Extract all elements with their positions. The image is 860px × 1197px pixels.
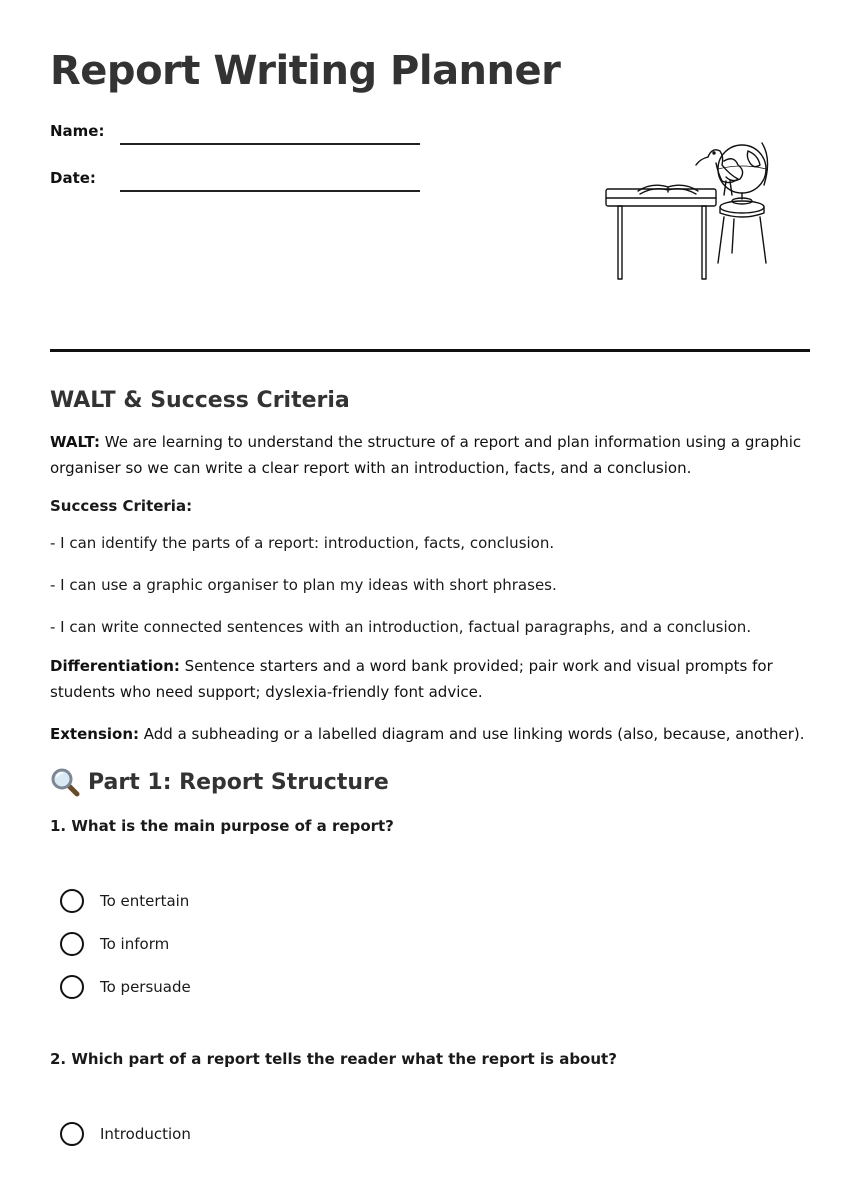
radio-button[interactable] (60, 975, 84, 999)
name-label: Name: (50, 122, 105, 140)
walt-paragraph (50, 429, 810, 481)
radio-button[interactable] (60, 932, 84, 956)
worksheet-content (50, 388, 810, 1197)
desk-globe-illustration (600, 135, 775, 285)
option-label: To inform (100, 934, 170, 953)
part1-heading-text: Part 1: Report Structure (88, 769, 389, 795)
question-1: 1. What is the main purpose of a report? (50, 817, 394, 835)
criteria-item-2: - I can use a graphic organiser to plan my ideas with short phrases. (50, 576, 557, 594)
question-1-options (60, 879, 810, 1008)
name-field[interactable] (120, 143, 420, 145)
option-label: To entertain (100, 891, 190, 910)
success-criteria-label: Success Criteria: (50, 497, 193, 515)
differentiation-text: Sentence starters and a word bank provided; pair work and visual prompts for students who need support; dyslexia-friendly font advice. (50, 657, 773, 701)
walt-heading: WALT & Success Criteria (50, 388, 350, 413)
header-divider (50, 349, 810, 352)
extension-text: Add a subheading or a labelled diagram and use linking words (also, because, another). (139, 725, 805, 743)
option-to-inform[interactable] (60, 922, 810, 965)
differentiation-paragraph (50, 653, 810, 705)
date-label: Date: (50, 169, 96, 187)
extension-paragraph (50, 721, 810, 747)
option-introduction[interactable] (60, 1112, 810, 1155)
magnifying-glass-icon (50, 767, 80, 797)
date-field[interactable] (120, 190, 420, 192)
page-title: Report Writing Planner (50, 48, 561, 94)
option-label: To persuade (100, 977, 191, 996)
criteria-item-1: - I can identify the parts of a report: introduction, facts, conclusion. (50, 534, 555, 552)
criteria-item-3: - I can write connected sentences with an introduction, factual paragraphs, and a conclusion. (50, 618, 752, 636)
option-to-persuade[interactable] (60, 965, 810, 1008)
radio-button[interactable] (60, 889, 84, 913)
question-2-options (60, 1112, 810, 1155)
extension-label: Extension: (50, 725, 139, 743)
walt-text: We are learning to understand the structure of a report and plan information using a graphic organiser so we can write a clear report with an introduction, facts, and a conclusion. (50, 433, 802, 477)
radio-button[interactable] (60, 1122, 84, 1146)
part1-heading (50, 767, 810, 797)
differentiation-label: Differentiation: (50, 657, 180, 675)
question-2: 2. Which part of a report tells the reader what the report is about? (50, 1050, 617, 1068)
walt-label: WALT: (50, 433, 100, 451)
option-to-entertain[interactable] (60, 879, 810, 922)
option-label: Introduction (100, 1124, 191, 1143)
